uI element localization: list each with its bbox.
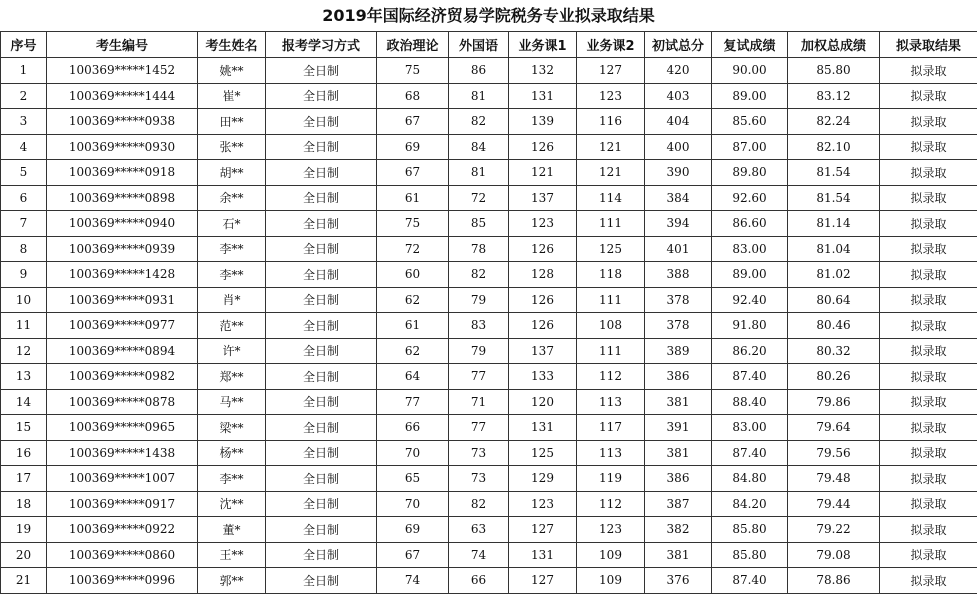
result-cell: 拟录取 [880, 236, 977, 262]
candidate-id-cell: 100369*****0938 [47, 109, 198, 135]
foreign-language-cell: 73 [449, 466, 509, 492]
name-cell: 田** [198, 109, 266, 135]
subject-1-cell: 127 [509, 568, 577, 594]
initial-total-cell: 386 [645, 466, 712, 492]
retest-score-cell: 89.80 [712, 160, 788, 186]
index-cell: 15 [1, 415, 47, 441]
index-cell: 21 [1, 568, 47, 594]
retest-score-cell: 85.80 [712, 517, 788, 543]
foreign-language-cell: 82 [449, 109, 509, 135]
initial-total-cell: 378 [645, 313, 712, 339]
subject-2-cell: 112 [577, 491, 645, 517]
subject-2-cell: 108 [577, 313, 645, 339]
politics-cell: 70 [377, 440, 449, 466]
study-mode-cell: 全日制 [266, 211, 377, 237]
politics-cell: 62 [377, 338, 449, 364]
politics-cell: 67 [377, 109, 449, 135]
initial-total-cell: 420 [645, 58, 712, 84]
politics-cell: 69 [377, 517, 449, 543]
initial-total-cell: 381 [645, 542, 712, 568]
subject-1-cell: 125 [509, 440, 577, 466]
header-cell-subject-1: 业务课1 [509, 32, 577, 58]
subject-2-cell: 118 [577, 262, 645, 288]
subject-1-cell: 126 [509, 236, 577, 262]
initial-total-cell: 404 [645, 109, 712, 135]
name-cell: 马** [198, 389, 266, 415]
weighted-total-cell: 80.26 [788, 364, 880, 390]
header-cell-name: 考生姓名 [198, 32, 266, 58]
retest-score-cell: 86.60 [712, 211, 788, 237]
study-mode-cell: 全日制 [266, 338, 377, 364]
retest-score-cell: 87.40 [712, 364, 788, 390]
table-body [1, 58, 977, 594]
name-cell: 许* [198, 338, 266, 364]
table-row [1, 466, 977, 492]
retest-score-cell: 86.20 [712, 338, 788, 364]
initial-total-cell: 394 [645, 211, 712, 237]
header-cell-politics: 政治理论 [377, 32, 449, 58]
study-mode-cell: 全日制 [266, 287, 377, 313]
table-row [1, 160, 977, 186]
result-cell: 拟录取 [880, 134, 977, 160]
subject-2-cell: 111 [577, 338, 645, 364]
study-mode-cell: 全日制 [266, 466, 377, 492]
foreign-language-cell: 78 [449, 236, 509, 262]
index-cell: 16 [1, 440, 47, 466]
result-cell: 拟录取 [880, 211, 977, 237]
index-cell: 1 [1, 58, 47, 84]
subject-1-cell: 131 [509, 415, 577, 441]
study-mode-cell: 全日制 [266, 542, 377, 568]
initial-total-cell: 400 [645, 134, 712, 160]
weighted-total-cell: 80.32 [788, 338, 880, 364]
retest-score-cell: 92.40 [712, 287, 788, 313]
retest-score-cell: 89.00 [712, 83, 788, 109]
initial-total-cell: 378 [645, 287, 712, 313]
index-cell: 11 [1, 313, 47, 339]
study-mode-cell: 全日制 [266, 83, 377, 109]
subject-1-cell: 137 [509, 338, 577, 364]
header-cell-candidate-id: 考生编号 [47, 32, 198, 58]
result-cell: 拟录取 [880, 568, 977, 594]
candidate-id-cell: 100369*****1444 [47, 83, 198, 109]
index-cell: 20 [1, 542, 47, 568]
weighted-total-cell: 79.56 [788, 440, 880, 466]
weighted-total-cell: 79.44 [788, 491, 880, 517]
foreign-language-cell: 84 [449, 134, 509, 160]
table-row [1, 211, 977, 237]
header-cell-study-mode: 报考学习方式 [266, 32, 377, 58]
weighted-total-cell: 78.86 [788, 568, 880, 594]
table-row [1, 389, 977, 415]
weighted-total-cell: 80.46 [788, 313, 880, 339]
foreign-language-cell: 73 [449, 440, 509, 466]
politics-cell: 61 [377, 185, 449, 211]
study-mode-cell: 全日制 [266, 440, 377, 466]
subject-1-cell: 120 [509, 389, 577, 415]
initial-total-cell: 382 [645, 517, 712, 543]
retest-score-cell: 87.00 [712, 134, 788, 160]
study-mode-cell: 全日制 [266, 364, 377, 390]
index-cell: 7 [1, 211, 47, 237]
weighted-total-cell: 81.04 [788, 236, 880, 262]
weighted-total-cell: 79.08 [788, 542, 880, 568]
initial-total-cell: 386 [645, 364, 712, 390]
header-cell-retest-score: 复试成绩 [712, 32, 788, 58]
foreign-language-cell: 82 [449, 491, 509, 517]
foreign-language-cell: 83 [449, 313, 509, 339]
subject-2-cell: 113 [577, 440, 645, 466]
candidate-id-cell: 100369*****0931 [47, 287, 198, 313]
candidate-id-cell: 100369*****0922 [47, 517, 198, 543]
document-title: 2019年国际经济贸易学院税务专业拟录取结果 [0, 0, 977, 31]
politics-cell: 62 [377, 287, 449, 313]
index-cell: 13 [1, 364, 47, 390]
weighted-total-cell: 85.80 [788, 58, 880, 84]
weighted-total-cell: 79.48 [788, 466, 880, 492]
foreign-language-cell: 71 [449, 389, 509, 415]
weighted-total-cell: 81.02 [788, 262, 880, 288]
politics-cell: 68 [377, 83, 449, 109]
retest-score-cell: 87.40 [712, 440, 788, 466]
candidate-id-cell: 100369*****0982 [47, 364, 198, 390]
subject-1-cell: 121 [509, 160, 577, 186]
candidate-id-cell: 100369*****0996 [47, 568, 198, 594]
table-row [1, 236, 977, 262]
result-cell: 拟录取 [880, 517, 977, 543]
header-cell-subject-2: 业务课2 [577, 32, 645, 58]
candidate-id-cell: 100369*****0917 [47, 491, 198, 517]
politics-cell: 70 [377, 491, 449, 517]
subject-1-cell: 127 [509, 517, 577, 543]
retest-score-cell: 88.40 [712, 389, 788, 415]
table-row [1, 364, 977, 390]
weighted-total-cell: 79.22 [788, 517, 880, 543]
name-cell: 姚** [198, 58, 266, 84]
index-cell: 5 [1, 160, 47, 186]
politics-cell: 66 [377, 415, 449, 441]
politics-cell: 64 [377, 364, 449, 390]
study-mode-cell: 全日制 [266, 415, 377, 441]
index-cell: 2 [1, 83, 47, 109]
subject-1-cell: 123 [509, 211, 577, 237]
subject-2-cell: 121 [577, 160, 645, 186]
name-cell: 崔* [198, 83, 266, 109]
result-cell: 拟录取 [880, 491, 977, 517]
subject-1-cell: 123 [509, 491, 577, 517]
weighted-total-cell: 79.86 [788, 389, 880, 415]
result-cell: 拟录取 [880, 313, 977, 339]
subject-2-cell: 116 [577, 109, 645, 135]
foreign-language-cell: 82 [449, 262, 509, 288]
weighted-total-cell: 81.54 [788, 185, 880, 211]
study-mode-cell: 全日制 [266, 109, 377, 135]
table-row [1, 185, 977, 211]
retest-score-cell: 89.00 [712, 262, 788, 288]
subject-2-cell: 125 [577, 236, 645, 262]
study-mode-cell: 全日制 [266, 160, 377, 186]
result-cell: 拟录取 [880, 440, 977, 466]
index-cell: 9 [1, 262, 47, 288]
header-cell-initial-total: 初试总分 [645, 32, 712, 58]
subject-1-cell: 139 [509, 109, 577, 135]
subject-1-cell: 126 [509, 287, 577, 313]
table-row [1, 313, 977, 339]
result-cell: 拟录取 [880, 109, 977, 135]
candidate-id-cell: 100369*****0878 [47, 389, 198, 415]
table-row [1, 338, 977, 364]
initial-total-cell: 387 [645, 491, 712, 517]
name-cell: 董* [198, 517, 266, 543]
subject-1-cell: 129 [509, 466, 577, 492]
initial-total-cell: 389 [645, 338, 712, 364]
result-cell: 拟录取 [880, 542, 977, 568]
table-row [1, 568, 977, 594]
study-mode-cell: 全日制 [266, 389, 377, 415]
politics-cell: 75 [377, 58, 449, 84]
candidate-id-cell: 100369*****0930 [47, 134, 198, 160]
admission-results-table [0, 31, 977, 594]
weighted-total-cell: 80.64 [788, 287, 880, 313]
politics-cell: 60 [377, 262, 449, 288]
weighted-total-cell: 82.10 [788, 134, 880, 160]
subject-2-cell: 109 [577, 568, 645, 594]
study-mode-cell: 全日制 [266, 134, 377, 160]
name-cell: 杨** [198, 440, 266, 466]
retest-score-cell: 84.20 [712, 491, 788, 517]
politics-cell: 65 [377, 466, 449, 492]
candidate-id-cell: 100369*****0965 [47, 415, 198, 441]
result-cell: 拟录取 [880, 58, 977, 84]
name-cell: 胡** [198, 160, 266, 186]
retest-score-cell: 83.00 [712, 415, 788, 441]
foreign-language-cell: 66 [449, 568, 509, 594]
name-cell: 余** [198, 185, 266, 211]
study-mode-cell: 全日制 [266, 491, 377, 517]
index-cell: 14 [1, 389, 47, 415]
subject-1-cell: 131 [509, 542, 577, 568]
initial-total-cell: 403 [645, 83, 712, 109]
subject-2-cell: 111 [577, 211, 645, 237]
subject-2-cell: 119 [577, 466, 645, 492]
name-cell: 石* [198, 211, 266, 237]
name-cell: 郑** [198, 364, 266, 390]
name-cell: 范** [198, 313, 266, 339]
table-row [1, 262, 977, 288]
politics-cell: 72 [377, 236, 449, 262]
subject-1-cell: 137 [509, 185, 577, 211]
candidate-id-cell: 100369*****0977 [47, 313, 198, 339]
subject-1-cell: 128 [509, 262, 577, 288]
table-row [1, 134, 977, 160]
initial-total-cell: 388 [645, 262, 712, 288]
retest-score-cell: 92.60 [712, 185, 788, 211]
index-cell: 17 [1, 466, 47, 492]
candidate-id-cell: 100369*****1438 [47, 440, 198, 466]
politics-cell: 67 [377, 542, 449, 568]
subject-1-cell: 126 [509, 313, 577, 339]
retest-score-cell: 90.00 [712, 58, 788, 84]
result-cell: 拟录取 [880, 83, 977, 109]
candidate-id-cell: 100369*****0940 [47, 211, 198, 237]
foreign-language-cell: 81 [449, 160, 509, 186]
candidate-id-cell: 100369*****0939 [47, 236, 198, 262]
study-mode-cell: 全日制 [266, 58, 377, 84]
table-row [1, 109, 977, 135]
index-cell: 12 [1, 338, 47, 364]
retest-score-cell: 91.80 [712, 313, 788, 339]
name-cell: 张** [198, 134, 266, 160]
foreign-language-cell: 72 [449, 185, 509, 211]
table-header-row [1, 32, 977, 58]
foreign-language-cell: 74 [449, 542, 509, 568]
retest-score-cell: 84.80 [712, 466, 788, 492]
foreign-language-cell: 86 [449, 58, 509, 84]
weighted-total-cell: 82.24 [788, 109, 880, 135]
weighted-total-cell: 81.14 [788, 211, 880, 237]
header-cell-weighted-total: 加权总成绩 [788, 32, 880, 58]
subject-1-cell: 131 [509, 83, 577, 109]
politics-cell: 75 [377, 211, 449, 237]
index-cell: 6 [1, 185, 47, 211]
foreign-language-cell: 85 [449, 211, 509, 237]
subject-2-cell: 114 [577, 185, 645, 211]
result-cell: 拟录取 [880, 262, 977, 288]
result-cell: 拟录取 [880, 338, 977, 364]
politics-cell: 61 [377, 313, 449, 339]
foreign-language-cell: 79 [449, 287, 509, 313]
candidate-id-cell: 100369*****0898 [47, 185, 198, 211]
study-mode-cell: 全日制 [266, 185, 377, 211]
index-cell: 8 [1, 236, 47, 262]
index-cell: 10 [1, 287, 47, 313]
initial-total-cell: 381 [645, 389, 712, 415]
candidate-id-cell: 100369*****1452 [47, 58, 198, 84]
subject-2-cell: 111 [577, 287, 645, 313]
result-cell: 拟录取 [880, 389, 977, 415]
index-cell: 18 [1, 491, 47, 517]
name-cell: 沈** [198, 491, 266, 517]
name-cell: 李** [198, 236, 266, 262]
initial-total-cell: 401 [645, 236, 712, 262]
result-cell: 拟录取 [880, 160, 977, 186]
table-row [1, 542, 977, 568]
candidate-id-cell: 100369*****1428 [47, 262, 198, 288]
subject-2-cell: 117 [577, 415, 645, 441]
header-cell-index: 序号 [1, 32, 47, 58]
retest-score-cell: 87.40 [712, 568, 788, 594]
header-cell-foreign-language: 外国语 [449, 32, 509, 58]
study-mode-cell: 全日制 [266, 313, 377, 339]
table-row [1, 517, 977, 543]
table-row [1, 440, 977, 466]
result-cell: 拟录取 [880, 466, 977, 492]
study-mode-cell: 全日制 [266, 517, 377, 543]
result-cell: 拟录取 [880, 287, 977, 313]
result-cell: 拟录取 [880, 185, 977, 211]
foreign-language-cell: 63 [449, 517, 509, 543]
index-cell: 19 [1, 517, 47, 543]
retest-score-cell: 85.60 [712, 109, 788, 135]
result-cell: 拟录取 [880, 364, 977, 390]
name-cell: 李** [198, 466, 266, 492]
study-mode-cell: 全日制 [266, 262, 377, 288]
table-row [1, 415, 977, 441]
subject-2-cell: 109 [577, 542, 645, 568]
table-row [1, 83, 977, 109]
candidate-id-cell: 100369*****0894 [47, 338, 198, 364]
index-cell: 3 [1, 109, 47, 135]
subject-1-cell: 133 [509, 364, 577, 390]
initial-total-cell: 390 [645, 160, 712, 186]
candidate-id-cell: 100369*****1007 [47, 466, 198, 492]
subject-2-cell: 121 [577, 134, 645, 160]
initial-total-cell: 376 [645, 568, 712, 594]
politics-cell: 74 [377, 568, 449, 594]
study-mode-cell: 全日制 [266, 568, 377, 594]
retest-score-cell: 85.80 [712, 542, 788, 568]
name-cell: 肖* [198, 287, 266, 313]
retest-score-cell: 83.00 [712, 236, 788, 262]
name-cell: 王** [198, 542, 266, 568]
candidate-id-cell: 100369*****0918 [47, 160, 198, 186]
initial-total-cell: 391 [645, 415, 712, 441]
table-row [1, 58, 977, 84]
subject-2-cell: 123 [577, 517, 645, 543]
name-cell: 郭** [198, 568, 266, 594]
foreign-language-cell: 81 [449, 83, 509, 109]
politics-cell: 77 [377, 389, 449, 415]
foreign-language-cell: 77 [449, 364, 509, 390]
subject-2-cell: 123 [577, 83, 645, 109]
initial-total-cell: 381 [645, 440, 712, 466]
politics-cell: 67 [377, 160, 449, 186]
initial-total-cell: 384 [645, 185, 712, 211]
weighted-total-cell: 79.64 [788, 415, 880, 441]
study-mode-cell: 全日制 [266, 236, 377, 262]
candidate-id-cell: 100369*****0860 [47, 542, 198, 568]
weighted-total-cell: 81.54 [788, 160, 880, 186]
header-cell-result: 拟录取结果 [880, 32, 977, 58]
index-cell: 4 [1, 134, 47, 160]
subject-2-cell: 113 [577, 389, 645, 415]
foreign-language-cell: 77 [449, 415, 509, 441]
subject-1-cell: 132 [509, 58, 577, 84]
name-cell: 李** [198, 262, 266, 288]
table-row [1, 491, 977, 517]
subject-2-cell: 112 [577, 364, 645, 390]
result-cell: 拟录取 [880, 415, 977, 441]
name-cell: 梁** [198, 415, 266, 441]
foreign-language-cell: 79 [449, 338, 509, 364]
weighted-total-cell: 83.12 [788, 83, 880, 109]
subject-2-cell: 127 [577, 58, 645, 84]
table-row [1, 287, 977, 313]
subject-1-cell: 126 [509, 134, 577, 160]
politics-cell: 69 [377, 134, 449, 160]
